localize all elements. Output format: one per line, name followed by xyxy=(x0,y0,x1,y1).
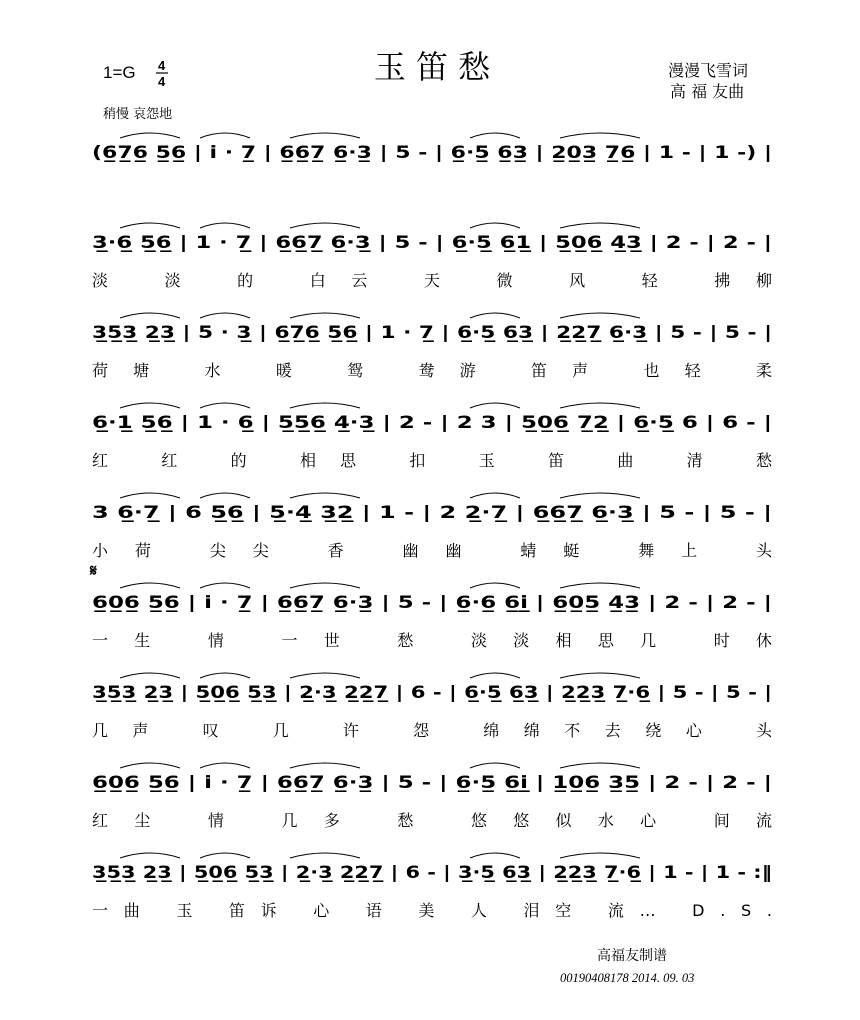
notation-row: 3̲5̲3̲ 2̲3̲ | 5̲0̲6̲ 5̲3̲ | 2̲·3̲ 2̲2̲7̲ | 6 - | 3̲·5̲ 6̲3̲ | 2̲2̲3̲ 7̲·6̲ | 1 - | 1 - :‖ xyxy=(92,863,772,883)
composer-credit: 高 福 友曲 xyxy=(670,82,745,101)
notation-row: (6̲7̲6̲ 5̲6̲ | i̇ · 7̲ | 6̲6̲7̲ 6̲·3̲ | 5 - | 6̲·5̲ 6̲3̲ | 2̲0̲3̲ 7̲6̲ | 1 - | 1 -) | xyxy=(92,143,772,163)
lyrics-row: 小荷 尖尖 香 幽幽 蜻蜓 舞上 头 xyxy=(92,541,773,560)
notation-row: 3̲5̲3̲ 2̲3̲ | 5 · 3̲ | 6̲7̲6̲ 5̲6̲ | 1 · 7̲ | 6̲·5̲ 6̲3̲ | 2̲2̲7̲ 6̲·3̲ | 5 - | 5 - | xyxy=(92,323,772,343)
arranger-credit: 高福友制谱 xyxy=(597,948,667,964)
lyrics-row: 几声 叹 几 许 怨 绵绵不去绕心 头 xyxy=(92,721,773,740)
key-signature: 1=G xyxy=(103,63,136,82)
song-title: 玉 笛 愁 xyxy=(373,48,491,86)
lyrics-row: 一生 情 一世 愁 淡淡相思几 时休 xyxy=(92,631,773,650)
lyrics-row: 红尘 情 几多 愁 悠悠似水心 间流 xyxy=(92,811,773,830)
time-signature-top: 4 xyxy=(158,58,166,73)
segno-mark: 𝄋 xyxy=(90,561,97,580)
lyrics-row: 一曲 玉 笛诉 心 语 美 人 泪空 流… D.S. xyxy=(92,901,772,920)
contact-line: 00190408178 2014. 09. 03 xyxy=(560,971,695,985)
lyrics-row: 淡 淡 的 白云 天 微 风 轻 拂柳 xyxy=(92,271,772,290)
lyrics-row: 荷塘 水 暖 鸳 鸯游 笛声 也轻 柔 xyxy=(92,361,772,380)
tempo-marking: 稍慢 哀怨地 xyxy=(103,107,173,122)
notation-row: 3̲5̲3̲ 2̲3̲ | 5̲0̲6̲ 5̲3̲ | 2̲·3̲ 2̲2̲7̲ | 6 - | 6̲·5̲ 6̲3̲ | 2̲2̲3̲ 7̲·6̲ | 5 - | 5 - | xyxy=(92,683,772,703)
notation-row: 6̲·1̲ 5̲6̲ | 1 · 6̲ | 5̲5̲6̲ 4̲·3̲ | 2 - | 2 3 | 5̲0̲6̲ 7̲2̲ | 6̲·5̲ 6 | 6 - | xyxy=(92,413,772,433)
notation-row: 6̲0̲6̲ 5̲6̲ | i̇ · 7̲ | 6̲6̲7̲ 6̲·3̲ | 5 - | 6̲·5̲ 6̲i̲̇ | 1̲0̲6̲ 3̲5̲ | 2 - | 2 - | xyxy=(92,773,772,793)
lyrics-row: 红 红 的 相思 扣 玉 笛 曲 清 愁 xyxy=(92,451,772,470)
lyricist-credit: 漫漫飞雪词 xyxy=(668,61,749,80)
notation-row: 6̲0̲6̲ 5̲6̲ | i̇ · 7̲ | 6̲6̲7̲ 6̲·3̲ | 5 - | 6̲·6̲ 6̲i̲̇ | 6̲0̲5̲ 4̲3̲ | 2 - | 2 - | xyxy=(92,593,772,613)
notation-row: 3̲·6̲ 5̲6̲ | 1 · 7̲ | 6̲6̲7̲ 6̲·3̲ | 5 - | 6̲·5̲ 6̲1̲ | 5̲0̲6̲ 4̲3̲ | 2 - | 2 - | xyxy=(92,233,772,253)
notation-row: 3 6̲·7̲ | 6 5̲6̲ | 5̲·4̲ 3̲2̲ | 1 - | 2 2̲·7̲ | 6̲6̲7̲ 6̲·3̲ | 5 - | 5 - | xyxy=(92,503,772,523)
time-signature-bottom: 4 xyxy=(158,74,166,89)
